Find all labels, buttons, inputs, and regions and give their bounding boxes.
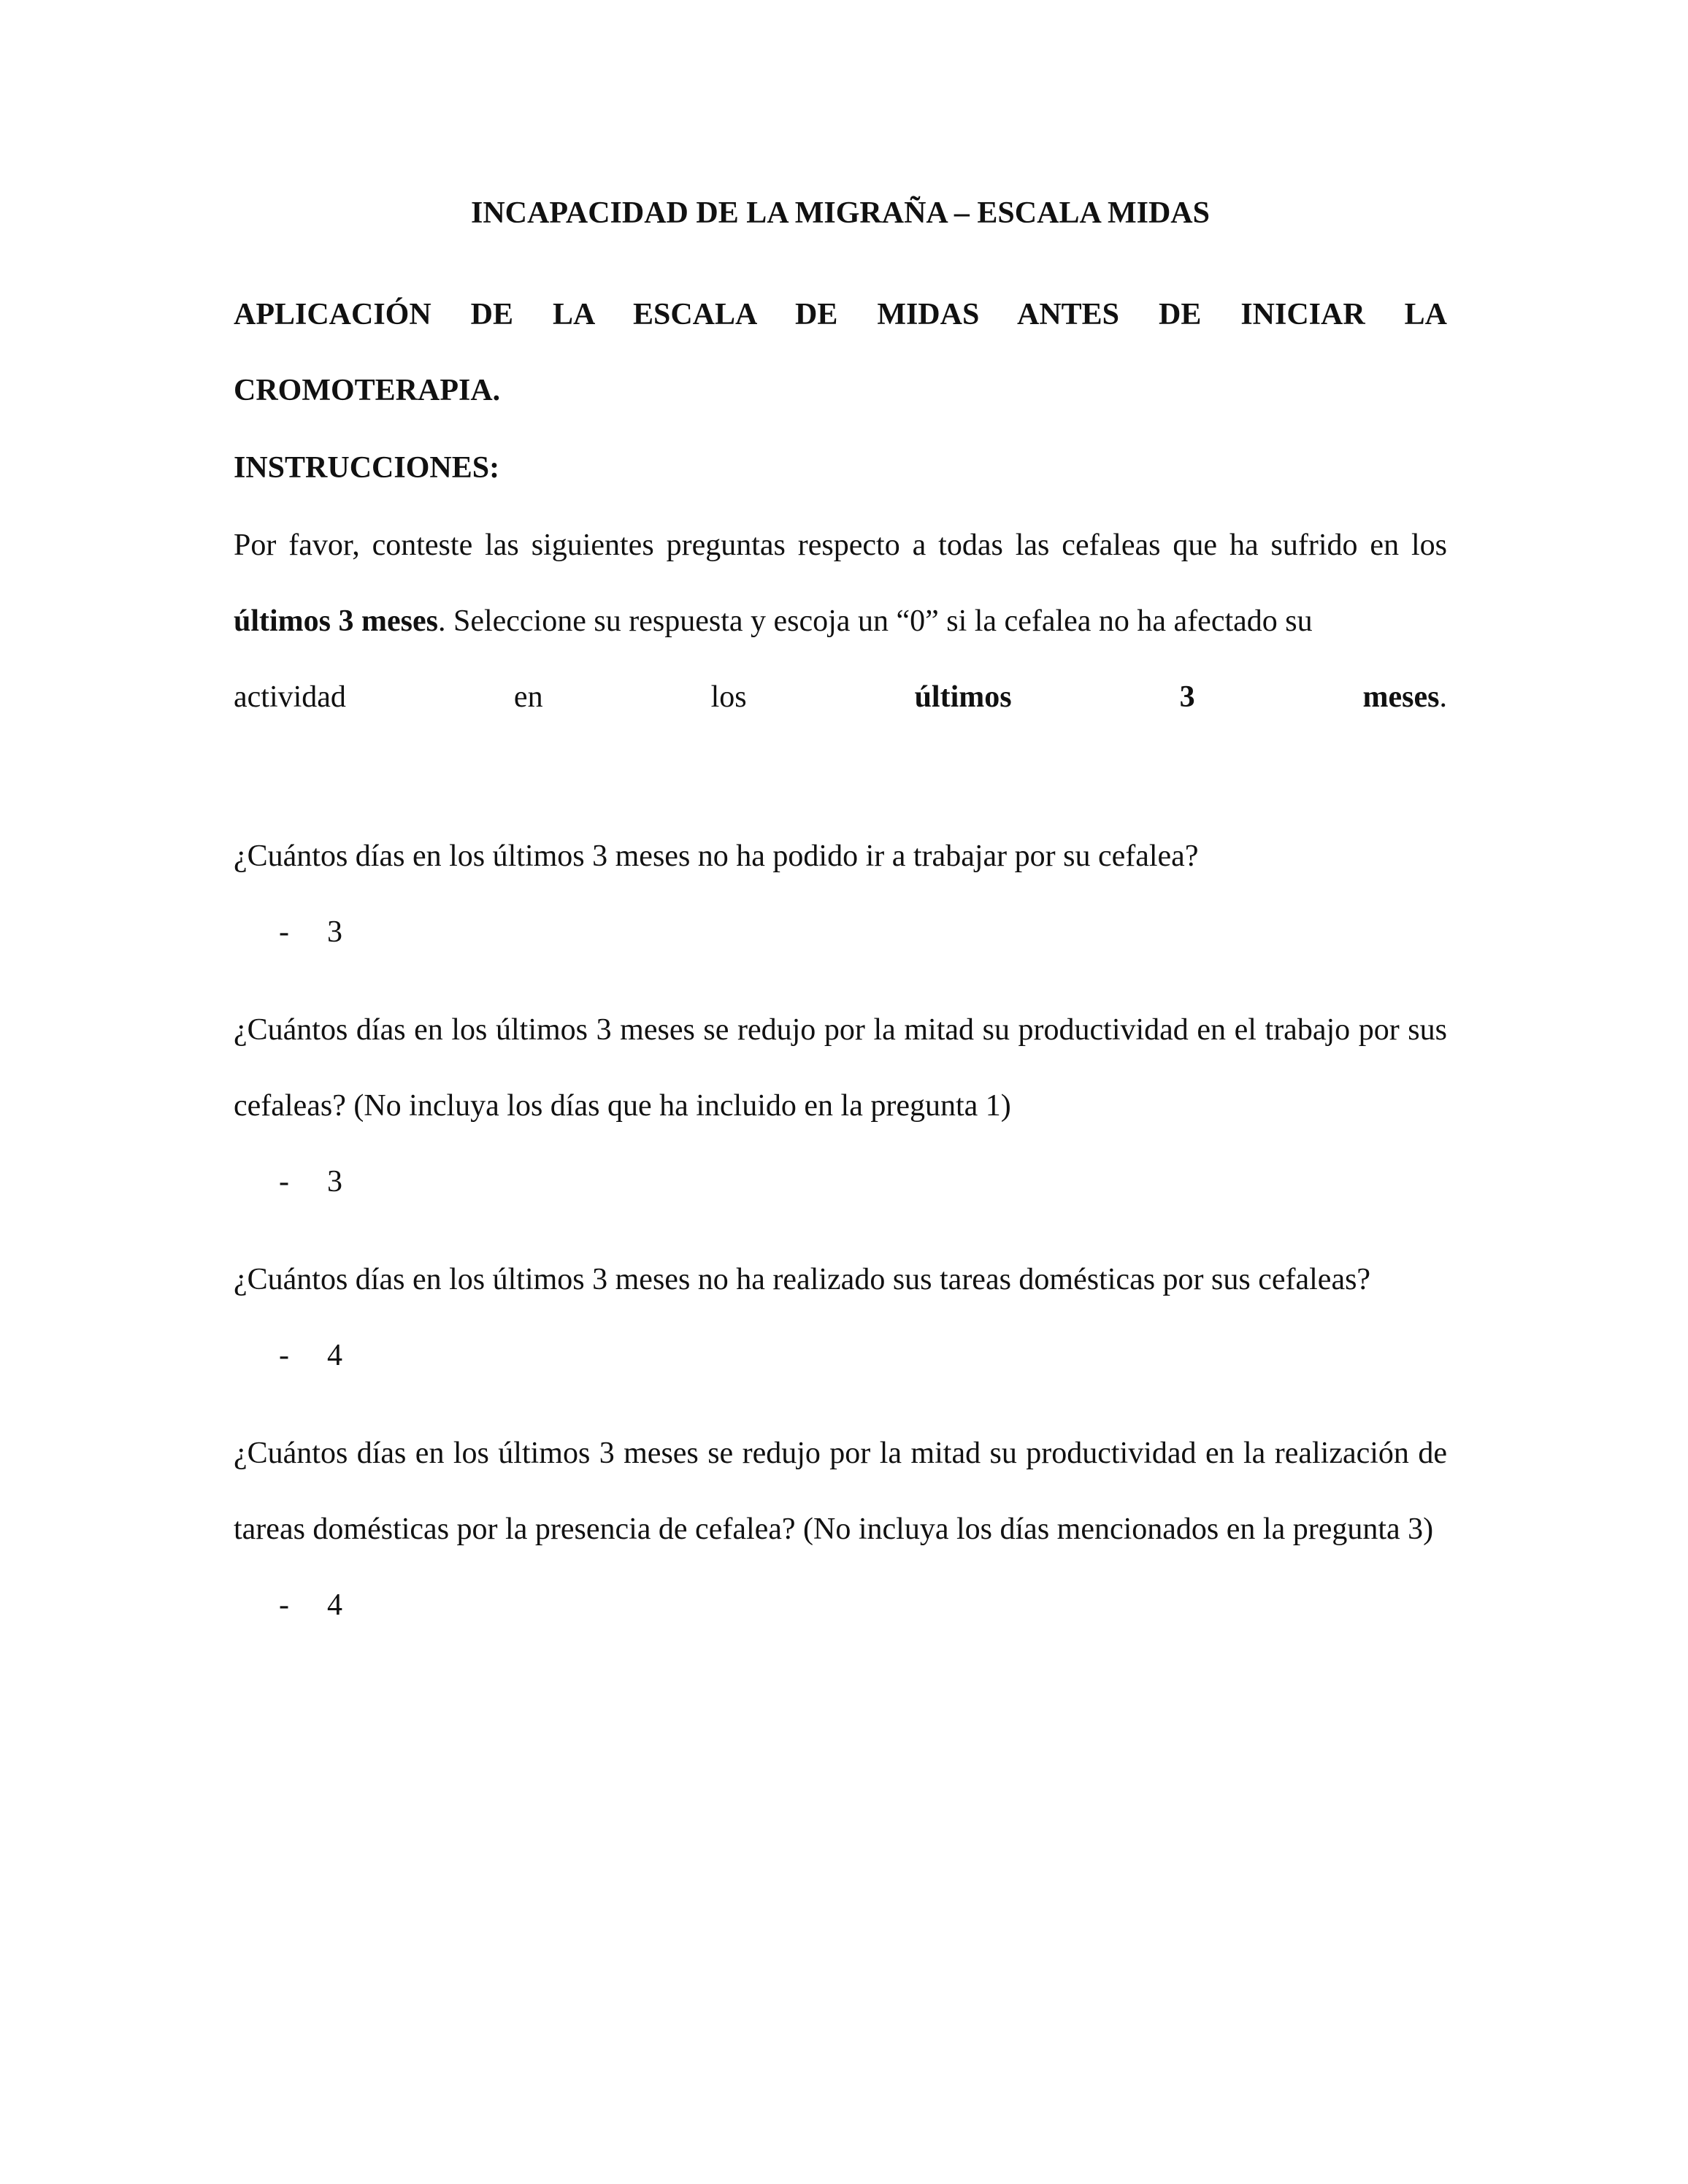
answer-4 <box>234 1567 1447 1643</box>
list-dash: - <box>279 1339 289 1372</box>
instructions-text-1: Por favor, conteste las siguientes preguntas respecto a todas las cefaleas que ha sufrido en los <box>234 528 1447 562</box>
subheading-line-1: APLICACIÓN DE LA ESCALA DE MIDAS ANTES DE INICIAR LA <box>234 298 1447 331</box>
answer-3 <box>234 1318 1447 1393</box>
spacer <box>234 970 1447 992</box>
spacer <box>234 1220 1447 1242</box>
answer-value: 4 <box>327 1339 342 1372</box>
list-dash: - <box>279 1165 289 1199</box>
list-dash: - <box>279 1588 289 1622</box>
instructions-paragraph <box>234 507 1447 659</box>
question-1: ¿Cuántos días en los últimos 3 meses no ha podido ir a trabajar por su cefalea? <box>234 839 1199 873</box>
spacer <box>234 1393 1447 1415</box>
question-2: ¿Cuántos días en los últimos 3 meses se redujo por la mitad su productividad en el trabajo por sus cefaleas? (No incluya los días que ha incluido en la pregunta 1) <box>234 1013 1447 1123</box>
instructions-word: actividad <box>234 680 346 714</box>
question-3: ¿Cuántos días en los últimos 3 meses no ha realizado sus tareas domésticas por sus cefaleas? <box>234 1263 1371 1296</box>
instructions-last-line <box>234 659 1447 735</box>
instructions-bold-1: últimos 3 meses <box>234 604 438 638</box>
question-4: ¿Cuántos días en los últimos 3 meses se redujo por la mitad su productividad en la realización de tareas domésticas por la presencia de cefalea? (No incluya los días mencionados en la pregunta 3) <box>234 1437 1447 1546</box>
instructions-bold-word: 3 <box>1179 680 1195 714</box>
instructions-word: en <box>513 680 543 714</box>
answer-2 <box>234 1144 1447 1220</box>
instructions-heading: INSTRUCCIONES: <box>234 451 500 485</box>
document-title: INCAPACIDAD DE LA MIGRAÑA – ESCALA MIDAS <box>471 196 1210 230</box>
instructions-period: . <box>1439 680 1448 714</box>
instructions-word: los <box>710 680 747 714</box>
subheading-line-2: CROMOTERAPIA. <box>234 374 501 407</box>
instructions-bold-word: meses <box>1362 680 1440 714</box>
answer-value: 4 <box>327 1588 342 1622</box>
answer-value: 3 <box>327 1165 342 1199</box>
instructions-text-2: . Seleccione su respuesta y escoja un “0” si la cefalea no ha afectado su <box>437 604 1313 638</box>
spacer <box>234 735 1447 818</box>
answer-1 <box>234 894 1447 970</box>
answer-value: 3 <box>327 915 342 949</box>
document-content <box>234 191 1447 1643</box>
instructions-bold-word: últimos <box>914 680 1012 714</box>
list-dash: - <box>279 915 289 949</box>
